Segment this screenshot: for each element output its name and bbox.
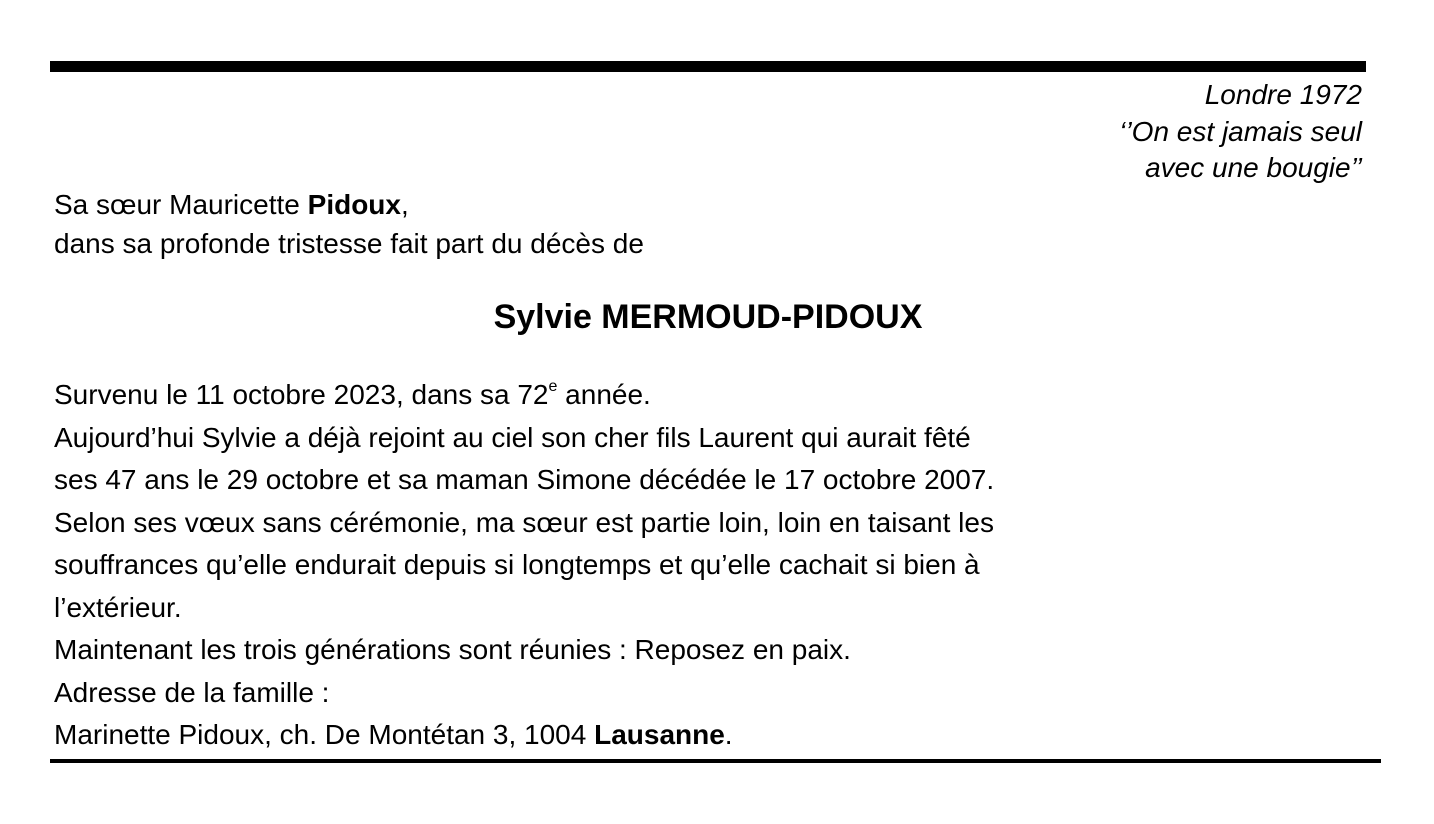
deceased-name-heading: Sylvie MERMOUD-PIDOUX (493, 298, 923, 336)
body-line-1 (54, 374, 994, 417)
family-address-text: Marinette Pidoux, ch. De Montétan 3, 1004 (54, 719, 595, 750)
body-line-2: Aujourd’hui Sylvie a déjà rejoint au ciel son cher fils Laurent qui aurait fêté (54, 421, 971, 453)
epigraph-line-2: ‘’On est jamais seul (1119, 115, 1362, 147)
body-line-6: l’extérieur. (54, 591, 182, 623)
epigraph-line-3: avec une bougie’’ (1145, 152, 1362, 183)
intro-line-2: dans sa profonde tristesse fait part du décès de (54, 227, 644, 259)
body-line-4: Selon ses vœux sans cérémonie, ma sœur est partie loin, loin en taisant les (54, 506, 994, 538)
intro-line-1-text: Sa sœur Mauricette (54, 189, 308, 220)
notice-body (54, 374, 994, 757)
family-address (54, 714, 994, 757)
body-line-1-end: année. (557, 379, 651, 410)
body-line-7: Maintenant les trois générations sont réunies : Reposez en paix. (54, 634, 851, 665)
bottom-rule (50, 759, 1381, 763)
epigraph-line-1: Londre 1972 (1204, 79, 1362, 110)
intro-line-1 (54, 186, 644, 225)
family-address-period: . (724, 719, 733, 750)
epigraph (1119, 77, 1362, 187)
top-rule (50, 61, 1366, 72)
body-line-1-text: Survenu le 11 octobre 2023, dans sa 72 (54, 379, 549, 410)
ordinal-superscript: e (548, 377, 558, 395)
family-address-city: Lausanne (594, 719, 725, 750)
intro-line-1-comma: , (400, 189, 409, 220)
body-line-8: Adresse de la famille : (54, 676, 330, 708)
intro-surname: Pidoux (307, 189, 401, 220)
body-line-3: ses 47 ans le 29 octobre et sa maman Simone décédée le 17 octobre 2007. (54, 464, 995, 495)
intro-announcement (54, 186, 644, 263)
body-line-5: souffrances qu’elle endurait depuis si longtemps et qu’elle cachait si bien à (54, 549, 980, 580)
